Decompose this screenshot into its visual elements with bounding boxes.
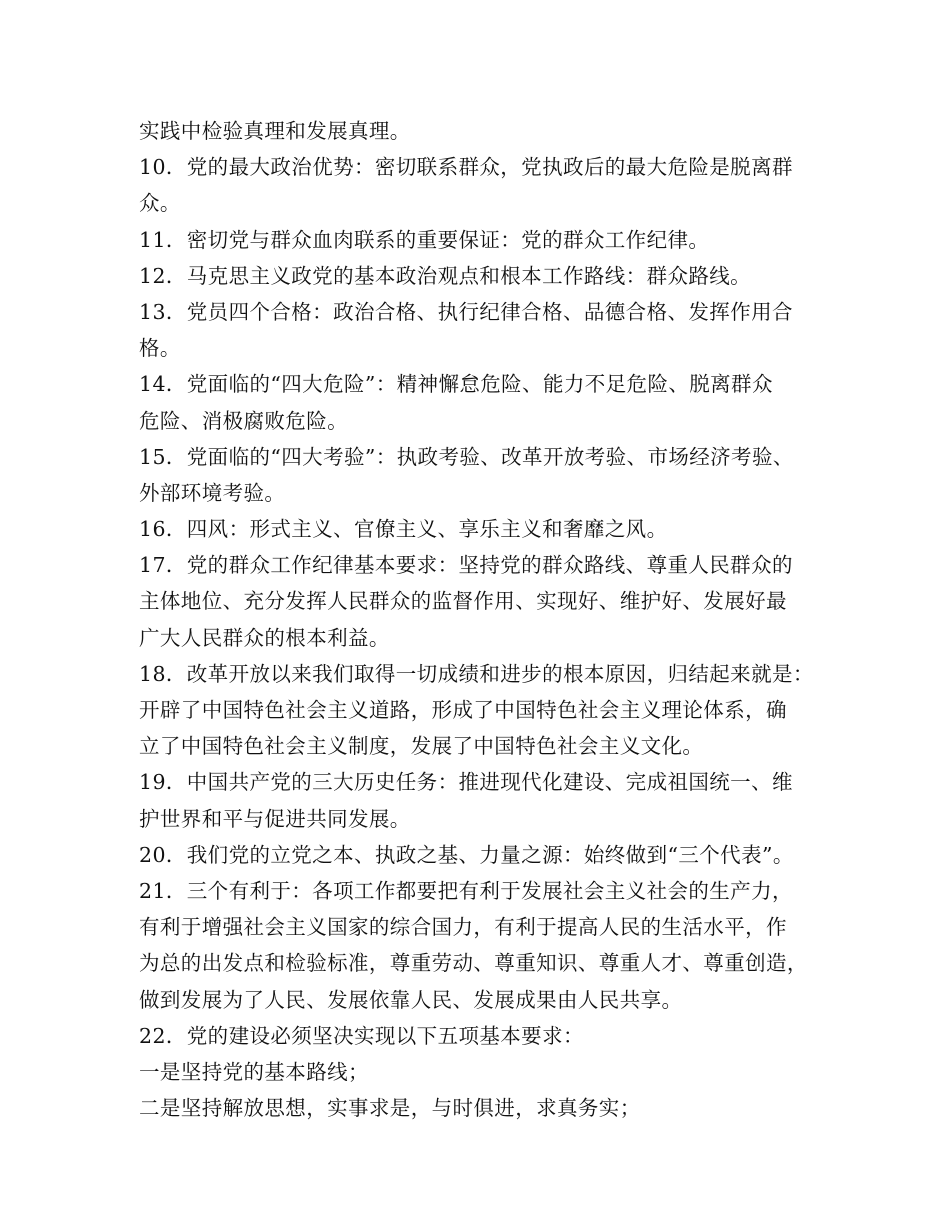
text-line: 18．改革开放以来我们取得一切成绩和进步的根本原因，归结起来就是： [139,661,814,686]
text-line: 格。 [139,336,181,361]
text-line: 主体地位、充分发挥人民群众的监督作用、实现好、维护好、发展好最 [139,589,787,614]
document-body [139,113,829,1126]
text-line: 17．党的群众工作纪律基本要求：坚持党的群众路线、尊重人民群众的 [139,553,793,578]
text-line: 21．三个有利于：各项工作都要把有利于发展社会主义社会的生产力， [139,878,793,903]
text-line: 19．中国共产党的三大历史任务：推进现代化建设、完成祖国统一、维 [139,770,793,795]
text-line: 10．党的最大政治优势：密切联系群众，党执政后的最大危险是脱离群 [139,155,793,180]
text-line: 危险、消极腐败危险。 [139,408,348,433]
text-line: 有利于增强社会主义国家的综合国力，有利于提高人民的生活水平，作 [139,915,787,940]
text-line: 立了中国特色社会主义制度，发展了中国特色社会主义文化。 [139,734,704,759]
text-line: 22．党的建设必须坚决实现以下五项基本要求： [139,1023,584,1048]
text-line: 为总的出发点和检验标准，尊重劳动、尊重知识、尊重人才、尊重创造， [139,951,808,976]
text-line: 20．我们党的立党之本、执政之基、力量之源：始终做到“三个代表”。 [139,842,794,867]
text-line: 二是坚持解放思想，实事求是，与时俱进，求真务实； [139,1096,641,1121]
text-line: 16．四风：形式主义、官僚主义、享乐主义和奢靡之风。 [139,517,668,542]
text-line: 14．党面临的“四大危险”：精神懈怠危险、能力不足危险、脱离群众 [139,372,773,397]
text-line: 12．马克思主义政党的基本政治观点和根本工作路线：群众路线。 [139,263,752,288]
text-line: 广大人民群众的根本利益。 [139,625,390,650]
text-line: 一是坚持党的基本路线； [139,1059,369,1084]
text-line: 开辟了中国特色社会主义道路，形成了中国特色社会主义理论体系，确 [139,698,787,722]
text-line: 外部环境考验。 [139,480,286,505]
text-line: 做到发展为了人民、发展依靠人民、发展成果由人民共享。 [139,987,683,1012]
text-line: 11．密切党与群众血肉联系的重要保证：党的群众工作纪律。 [139,227,710,252]
text-line: 众。 [139,191,181,216]
text-line: 13．党员四个合格：政治合格、执行纪律合格、品德合格、发挥作用合 [139,299,793,324]
text-line: 15．党面临的“四大考验”：执政考验、改革开放考验、市场经济考验、 [139,444,794,469]
text-line: 护世界和平与促进共同发展。 [139,806,411,831]
text-line: 实践中检验真理和发展真理。 [139,119,411,143]
